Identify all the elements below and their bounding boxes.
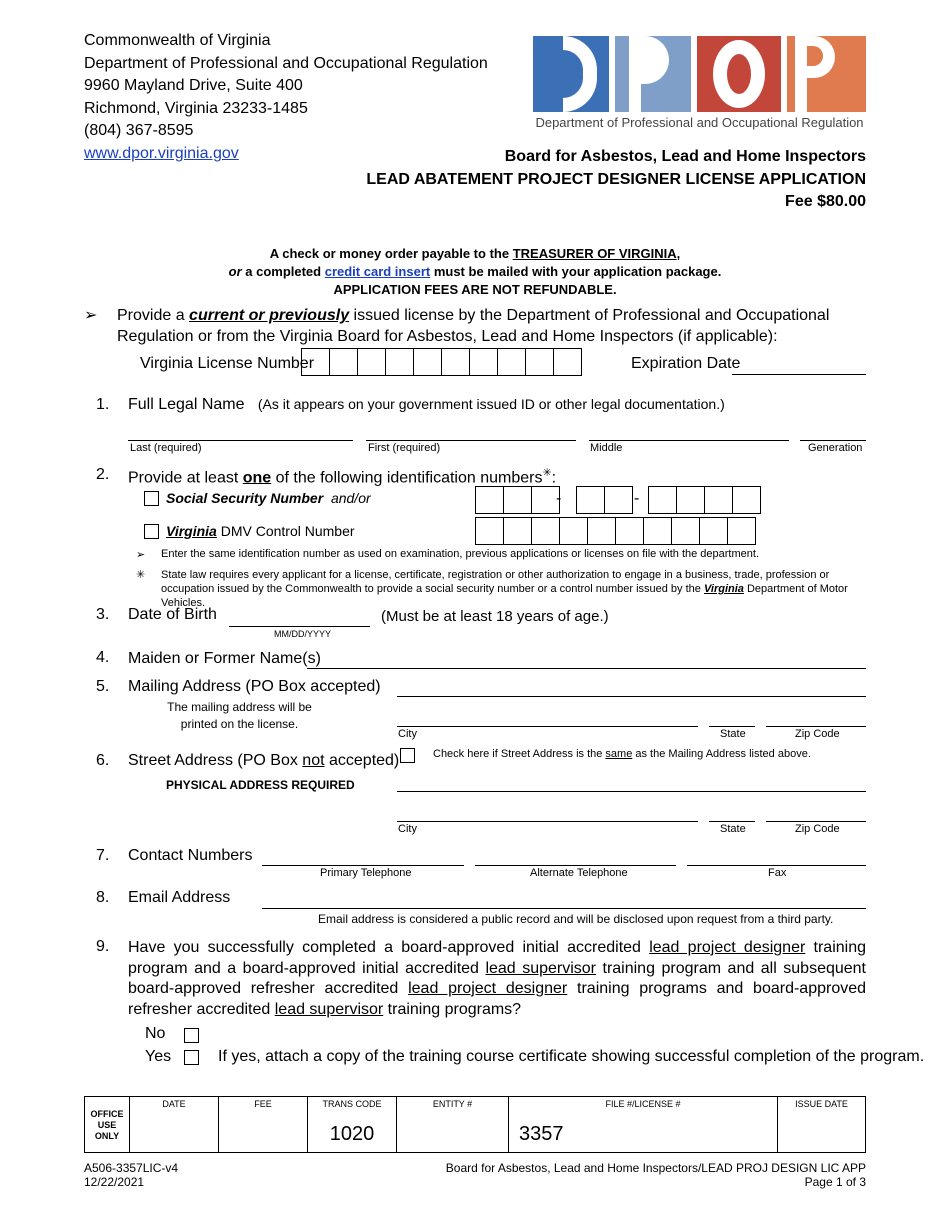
same-address-checkbox[interactable] [400, 748, 415, 763]
field-caption: City [398, 728, 417, 740]
logo-block-d [533, 36, 609, 112]
question-number: 4. [96, 649, 110, 666]
page-number: Page 1 of 3 [804, 1175, 866, 1189]
field-caption: First (required) [368, 442, 441, 454]
identification-label: Provide at least one of the following identification numbers✳: [128, 467, 557, 487]
ssn-part2-input[interactable] [576, 486, 633, 514]
email-label: Email Address [128, 889, 231, 906]
same-address-label: Check here if Street Address is the same as the Mailing Address listed above. [433, 748, 811, 760]
expiration-date-label: Expiration Date [631, 355, 741, 372]
field-caption: Zip Code [795, 728, 840, 740]
non-refundable-notice: APPLICATION FEES ARE NOT REFUNDABLE. [333, 282, 617, 297]
field-caption: Generation [808, 442, 863, 454]
payee-name: TREASURER OF VIRGINIA [512, 246, 677, 261]
field-caption: City [398, 823, 417, 835]
website-link[interactable]: www.dpor.virginia.gov [84, 144, 239, 162]
generation-field[interactable] [800, 440, 866, 441]
yes-label: Yes [145, 1048, 172, 1065]
dpor-logo [533, 36, 866, 132]
logo-caption: Department of Professional and Occupational Regulation [535, 115, 864, 130]
mailing-street-field[interactable] [397, 696, 866, 697]
street-city-field[interactable] [397, 821, 698, 822]
email-field[interactable] [262, 908, 866, 909]
address-line: Richmond, Virginia 23233-1485 [84, 99, 308, 117]
logo-block-p [615, 36, 691, 112]
payment-notice [0, 245, 950, 299]
street-state-field[interactable] [709, 821, 755, 822]
form-code: A506-3357LIC-v4 12/22/2021 [84, 1161, 179, 1189]
agency-address [84, 30, 488, 165]
former-name-label: Maiden or Former Name(s) [128, 650, 321, 667]
dob-format: MM/DD/YYYY [274, 629, 332, 639]
fax-field[interactable] [687, 865, 866, 866]
fee-amount: Fee $80.00 [785, 193, 866, 210]
dmv-checkbox[interactable] [144, 524, 159, 539]
contact-numbers-label: Contact Numbers [128, 847, 253, 864]
full-legal-name-label: Full Legal Name (As it appears on your government issued ID or other legal documentation.) [128, 396, 725, 413]
question-number: 3. [96, 606, 110, 623]
street-field[interactable] [397, 791, 866, 792]
last-name-field[interactable] [128, 440, 353, 441]
dob-field[interactable] [229, 626, 370, 627]
notice-text: A check or money order payable to the [269, 246, 513, 261]
office-date-cell: DATE [130, 1097, 219, 1153]
no-checkbox[interactable] [184, 1028, 199, 1043]
street-address-label: Street Address (PO Box not accepted) [128, 752, 400, 769]
office-entity-cell: ENTITY # [397, 1097, 509, 1153]
address-line: 9960 Mayland Drive, Suite 400 [84, 77, 303, 94]
field-caption: Fax [768, 867, 787, 879]
id-note: Enter the same identification number as used on examination, previous applications or licenses on file with the department. [161, 548, 760, 560]
dob-label: Date of Birth [128, 606, 217, 623]
field-caption: Primary Telephone [320, 867, 412, 879]
question-number: 5. [96, 678, 110, 695]
question-number: 9. [96, 938, 110, 955]
question-number: 6. [96, 752, 110, 769]
field-caption: State [720, 823, 746, 835]
trans-code-value: 1020 [329, 1123, 375, 1145]
field-caption: Alternate Telephone [530, 867, 628, 879]
first-name-field[interactable] [366, 440, 576, 441]
dash: - [634, 490, 640, 507]
asterisk-icon: ✳ [542, 467, 552, 479]
address-line: Commonwealth of Virginia [84, 32, 271, 49]
primary-phone-field[interactable] [262, 865, 464, 866]
dash: - [556, 490, 562, 507]
logo-block-r [787, 36, 866, 112]
form-title: LEAD ABATEMENT PROJECT DESIGNER LICENSE APPLICATION [366, 170, 866, 188]
ssn-law-note: State law requires every applicant for a license, certificate, registration or other authorization to engage in a business, trade, profession or occupation issued by the Commonwealth to provide a social security number or a control number issued by the Virginia Department of Motor Vehicles. [161, 569, 848, 609]
notice-text: a completed [241, 264, 325, 279]
yes-instruction: If yes, attach a copy of the training course certificate showing successful completion of the program. [218, 1048, 925, 1065]
arrow-bullet: ➢ [136, 549, 146, 561]
arrow-bullet: ➢ [84, 307, 98, 324]
notice-text: must be mailed with your application package. [430, 264, 722, 279]
ssn-label: Social Security Number and/or [166, 490, 371, 506]
field-caption: Last (required) [130, 442, 202, 454]
question-number: 2. [96, 466, 110, 483]
office-trans-code-cell: TRANS CODE 1020 [308, 1097, 397, 1153]
credit-card-insert-link[interactable]: credit card insert [324, 264, 431, 279]
mailing-state-field[interactable] [709, 726, 755, 727]
no-label: No [145, 1025, 166, 1042]
office-use-table [84, 1096, 866, 1153]
physical-address-required: PHYSICAL ADDRESS REQUIRED [166, 778, 355, 792]
field-caption: Zip Code [795, 823, 840, 835]
notice-text: or [228, 264, 242, 279]
footer-right: Board for Asbestos, Lead and Home Inspectors/LEAD PROJ DESIGN LIC APP Page 1 of 3 [445, 1161, 866, 1189]
ssn-part1-input[interactable] [475, 486, 560, 514]
middle-name-field[interactable] [589, 440, 789, 441]
office-use-label: OFFICE USE ONLY [85, 1097, 130, 1153]
license-instruction: Provide a current or previously issued license by the Department of Professional and Occupational Regulation or from the Virginia Board for Asbestos, Lead and Home Inspectors (if applicable): [117, 307, 830, 345]
license-number-label: Virginia License Number [140, 355, 315, 372]
office-issue-date-cell: ISSUE DATE [778, 1097, 866, 1153]
mailing-zip-field[interactable] [766, 726, 866, 727]
asterisk-icon: ✳ [136, 569, 146, 581]
office-fee-cell: FEE [219, 1097, 308, 1153]
office-file-license-cell: FILE #/LICENSE # 3357 [509, 1097, 778, 1153]
street-zip-field[interactable] [766, 821, 866, 822]
expiration-date-field[interactable] [732, 374, 866, 375]
question-number: 8. [96, 889, 110, 906]
form-title-block [366, 146, 866, 214]
mailing-city-field[interactable] [397, 726, 698, 727]
license-number-input[interactable] [301, 348, 582, 376]
address-line: Department of Professional and Occupational Regulation [84, 54, 488, 72]
dmv-label: Virginia DMV Control Number [166, 523, 355, 539]
ssn-part3-input[interactable] [648, 486, 761, 514]
field-caption: Middle [590, 442, 623, 454]
logo-block-o [697, 36, 781, 112]
field-caption: State [720, 728, 746, 740]
former-name-field[interactable] [307, 668, 866, 669]
ssn-checkbox[interactable] [144, 491, 159, 506]
age-requirement: (Must be at least 18 years of age.) [381, 608, 609, 625]
phone-number: (804) 367-8595 [84, 122, 194, 139]
training-question: Have you successfully completed a board-approved initial accredited lead project designer training program and a board-approved initial accredited lead supervisor training program and all subsequent board-approved refresher accredited lead project designer training programs and board-approved refresher accredited lead supervisor training programs? [128, 939, 867, 1018]
notice-text: , [676, 246, 681, 261]
alternate-phone-field[interactable] [475, 865, 676, 866]
file-license-value: 3357 [519, 1123, 564, 1145]
email-public-record-note: Email address is considered a public record and will be disclosed upon request from a third party. [318, 912, 834, 926]
question-number: 1. [96, 396, 110, 413]
board-name: Board for Asbestos, Lead and Home Inspectors [504, 148, 866, 165]
question-number: 7. [96, 847, 110, 864]
yes-checkbox[interactable] [184, 1050, 199, 1065]
mailing-address-label: Mailing Address (PO Box accepted) [128, 678, 381, 695]
mailing-address-note: The mailing address will be printed on the license. [167, 700, 312, 731]
dmv-number-input[interactable] [475, 517, 756, 545]
